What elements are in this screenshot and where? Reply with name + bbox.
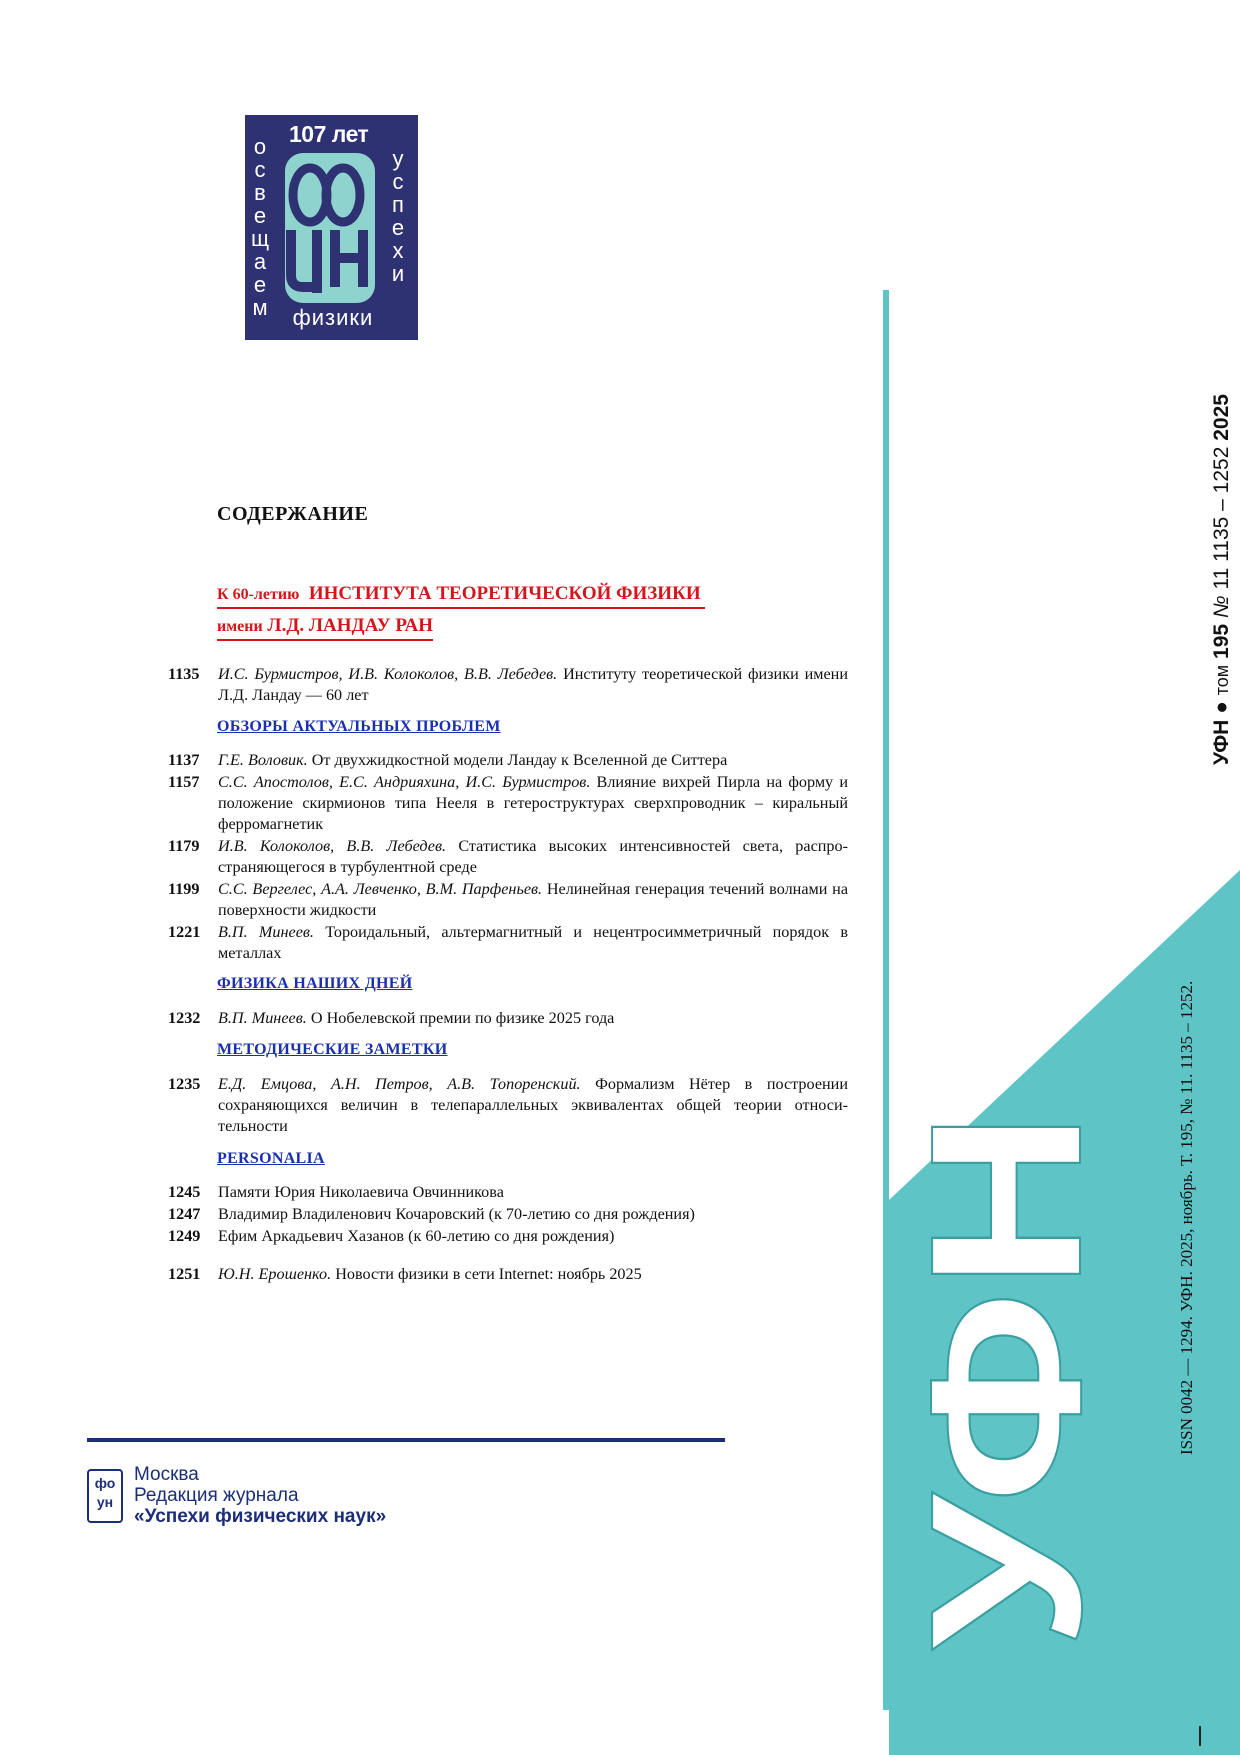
toc-entry-1137[interactable]: 1137 Г.Е. Воловик. От двухжидкостной модели Ландау к Вселенной де Ситтера [168,751,728,769]
publisher-logo-icon [87,1469,123,1523]
toc-entry-1251[interactable]: 1251 Ю.Н. Ерошенко. Новости физики в сети Internet: ноябрь 2025 [168,1265,642,1283]
journal-logo [245,115,418,340]
ufn-big-letters [885,1110,1126,1650]
logo-left-word: о с в е щ а е м [250,134,270,320]
publisher-editorial: Редакция журнала [134,1485,299,1506]
section-methodical-notes[interactable]: МЕТОДИЧЕСКИЕ ЗАМЕТКИ [217,1041,448,1058]
section-reviews[interactable]: ОБЗОРЫ АКТУАЛЬНЫХ ПРОБЛЕМ [217,718,501,735]
issn-line: ISSN 0042 — 1294. УФН. 2025, ноябрь. Т. 195, № 11. 1135 – 1252. [1177,980,1196,1455]
toc-entry-1247[interactable]: 1247 Владимир Владиленович Кочаровский (к 70-летию со дня рождения) [168,1205,695,1223]
toc-entry-1179[interactable]: 1179 И.В. Колоколов, В.В. Лебедев. Статистика высоких интенсивностей света, распро-страняющегося в турбулентной среде [168,837,848,876]
section-personalia[interactable]: PERSONALIA [217,1150,325,1167]
toc-entry-1221[interactable]: 1221 В.П. Минеев. Тороидальный, альтермагнитный и нецентросимметричный порядок в металлах [168,923,848,962]
svg-text:ун: ун [96,1494,114,1510]
publisher-name: «Успехи физических наук» [134,1506,387,1527]
toc-entry-1199[interactable]: 1199 С.С. Вергелес, А.А. Левченко, В.М. Парфеньев. Нелинейная генерация течений волнами на поверхности жидкости [168,880,849,919]
toc-entry-1157[interactable]: 1157 С.С. Апостолов, Е.С. Андрияхина, И.С. Бурмистров. Влияние вихрей Пирла на форму и положение скирмионов типа Нееля в гетероструктурах сверхпроводник – киральный ферромагнетик [168,773,848,833]
publisher-city: Москва [134,1464,199,1485]
spine-title: УФН ● том 195 № 11 1135 – 1252 2025 [1210,394,1233,765]
toc-entry-1135[interactable]: 1135 И.С. Бурмистров, И.В. Колоколов, В.В. Лебедев. Институту теоретической физики имени Л.Д. Ландау — 60 лет [168,665,848,704]
logo-right-word: у с п е х и [391,146,405,286]
footer-divider [87,1438,725,1442]
contents-heading: СОДЕРЖАНИЕ [217,503,369,525]
toc-entry-1245[interactable]: 1245 Памяти Юрия Николаевича Овчинникова [168,1183,504,1201]
publisher-block [134,1464,386,1527]
svg-text:фо: фо [94,1475,116,1491]
logo-years: 107 лет [289,121,369,147]
corner-mark [1199,1726,1201,1746]
vertical-teal-line [883,290,889,1710]
section-physics-today[interactable]: ФИЗИКА НАШИХ ДНЕЙ [217,975,413,992]
logo-bottom-word: физики [292,305,374,330]
anniversary-section-title[interactable]: К 60-летию ИНСТИТУТА ТЕОРЕТИЧЕСКОЙ ФИЗИКИ имени Л.Д. ЛАНДАУ РАН [217,578,705,642]
toc-entry-1232[interactable]: 1232 В.П. Минеев. О Нобелевской премии по физике 2025 года [168,1009,615,1027]
svg-text:УФН: УФН [885,1185,1126,1650]
toc-entry-1249[interactable]: 1249 Ефим Аркадьевич Хазанов (к 60-летию со дня рождения) [168,1227,615,1245]
toc-entry-1235[interactable]: 1235 Е.Д. Емцова, А.Н. Петров, А.В. Топоренский. Формализм Нётер в построении сохраняющихся величин в телепараллельных эквивалентах общей теории относи-тельности [168,1075,848,1135]
